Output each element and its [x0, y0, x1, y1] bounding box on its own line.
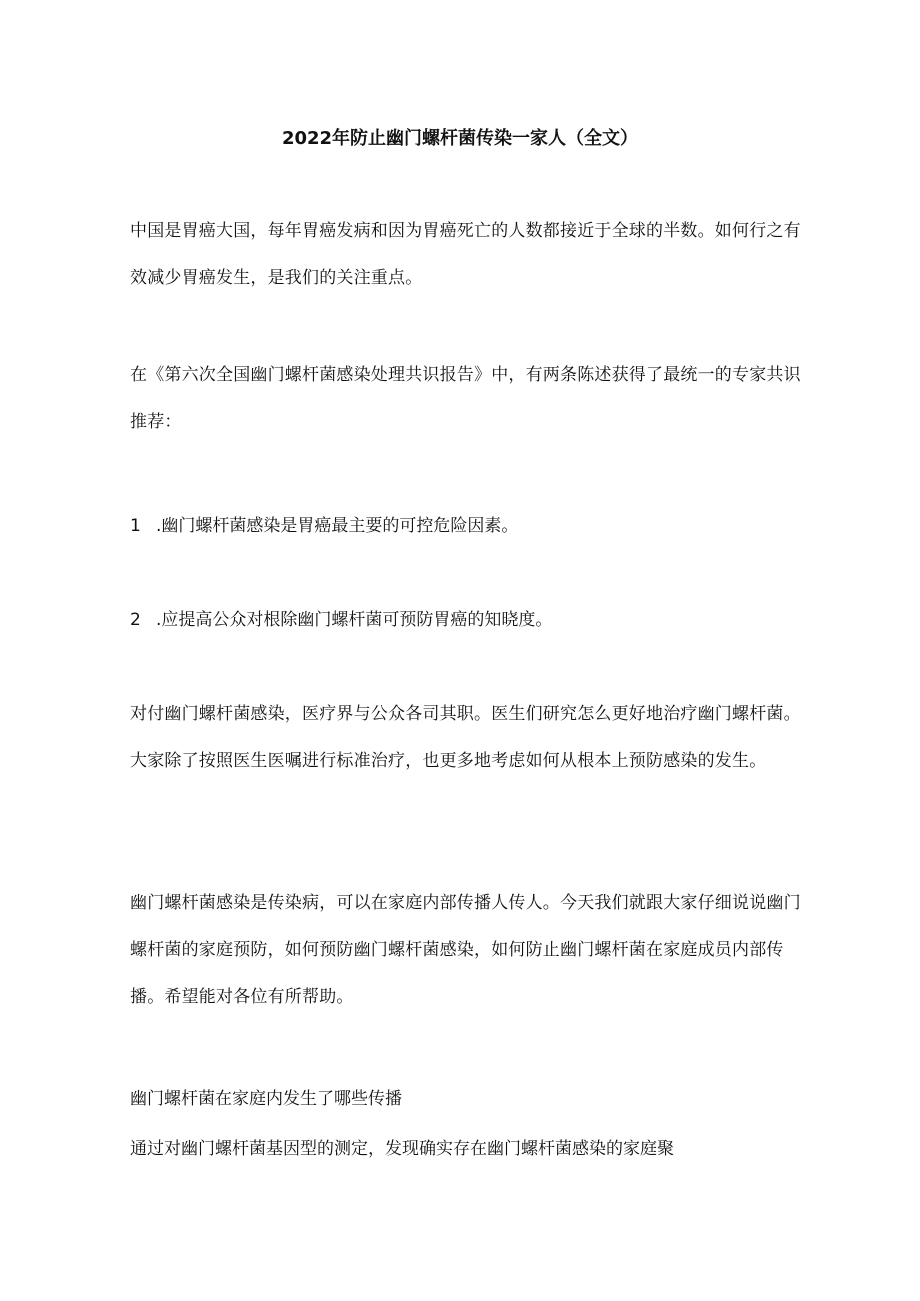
list-item [130, 605, 810, 635]
paragraph-consensus: 在《第六次全国幽门螺杆菌感染处理共识报告》中，有两条陈述获得了最统一的专家共识推荐： [130, 365, 801, 432]
list-item-text: .幽门螺杆菌感染是胃癌最主要的可控危险因素。 [156, 516, 519, 536]
paragraph-intro: 中国是胃癌大国，每年胃癌发病和因为胃癌死亡的人数都接近于全球的半数。如何行之有效减少胃癌发生，是我们的关注重点。 [130, 221, 801, 288]
document-title: 2022年防止幽门螺杆菌传染一家人（全文） [281, 128, 639, 149]
section-heading: 幽门螺杆菌在家庭内发生了哪些传播 [130, 1089, 402, 1109]
list-item-text: .应提高公众对根除幽门螺杆菌可预防胃癌的知晓度。 [156, 610, 553, 630]
list-item-number: 1 [130, 516, 141, 536]
paragraph-genotype: 通过对幽门螺杆菌基因型的测定，发现确实存在幽门螺杆菌感染的家庭聚 [130, 1139, 674, 1159]
paragraph-treatment: 对付幽门螺杆菌感染，医疗界与公众各司其职。医生们研究怎么更好地治疗幽门螺杆菌。大家除了按照医生医嘱进行标准治疗，也更多地考虑如何从根本上预防感染的发生。 [130, 704, 801, 771]
list-item [130, 511, 810, 541]
list-item-number: 2 [130, 610, 141, 630]
paragraph-transmission: 幽门螺杆菌感染是传染病，可以在家庭内部传播人传人。今天我们就跟大家仔细说说幽门螺杆菌的家庭预防，如何预防幽门螺杆菌感染，如何防止幽门螺杆菌在家庭成员内部传播。希望能对各位有所帮助。 [130, 893, 801, 1007]
